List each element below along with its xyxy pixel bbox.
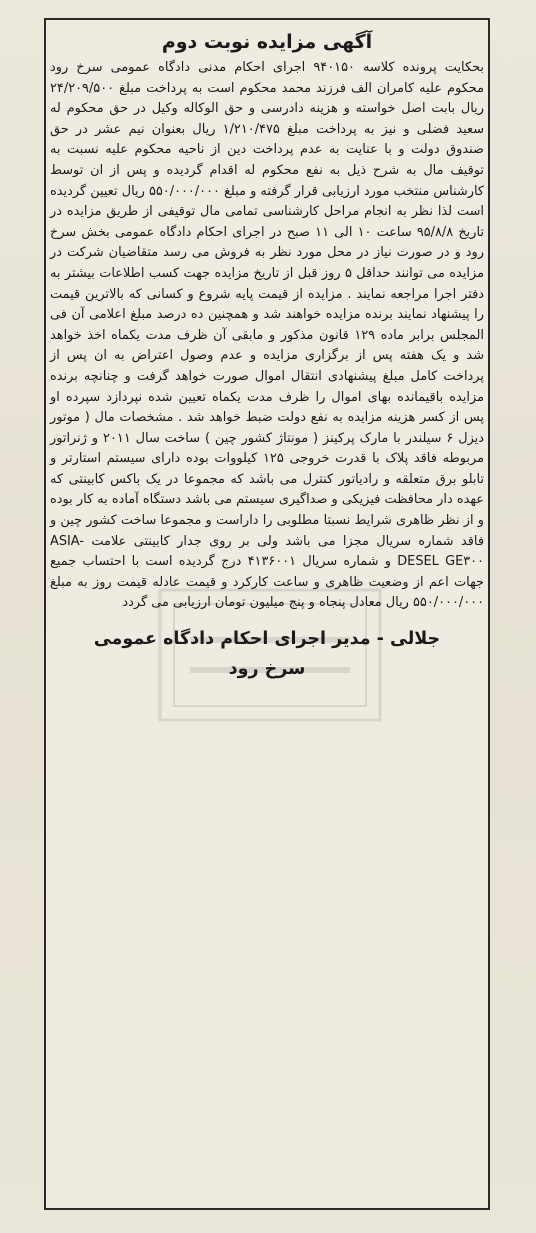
notice-body: بحکایت پرونده کلاسه ۹۴۰۱۵۰ اجرای احکام مدنی دادگاه عمومی سرخ رود محکوم علیه کامران الف فرزند محمد محکوم است به پرداخت مبلغ ۲۴/۲۰۹/۵۰۰ ریال بابت اصل خواسته و هزینه دادرسی و حق الوکاله وکیل در حق محکوم له سعید فضلی و نیز به پرداخت مبلغ ۱/۲۱۰/۴۷۵ ریال بعنوان نیم عشر در حق صندوق دولت و با عنایت به عدم پرداخت دین از ناحیه محکوم علیه نسبت به توقیف مال به شرح ذیل به نفع محکوم له اقدام گردیده و پس از ان توسط کارشناس منتخب مورد ارزیابی قرار گرفته و مبلغ ۵۵۰/۰۰۰/۰۰۰ ریال تعیین گردیده است لذا نظر به انجام مراحل کارشناسی تمامی مال توقیفی از طریق مزایده در تاریخ ۹۵/۸/۸ ساعت ۱۰ الی ۱۱ صبح در اجرای احکام دادگاه عمومی بخش سرخ رود و در صورت نیاز در محل مورد نظر به فروش می رسد متقاضیان شرکت در مزایده می توانند حداقل ۵ روز قبل از تاریخ مزایده جهت کسب اطلاعات بیشتر به دفتر اجرا مراجعه نمایند . مزایده از قیمت پایه شروع و کسانی که بالاترین قیمت را پیشنهاد نمایند برنده مزایده خواهند شد و همچنین ده درصد مبلغ اعلامی آن فی المجلس برابر ماده ۱۲۹ قانون مذکور و مابقی آن ظرف مدت یکماه اخذ خواهد شد و یک هفته پس از برگزاری مزایده و عدم وصول اعتراض به ان پس از پرداخت کامل مبلغ پیشنهادی انتقال اموال صورت خواهد گرفت و چنانچه برنده مزایده باقیمانده بهای اموال را ظرف مدت یکماه تعیین شده نپردازد سپرده او پس از کسر هزینه مزایده به نفع دولت ضبط خواهد شد . مشخصات مال ( موتور دیزل ۶ سیلندر با مارک پرکینز ( مونتاژ کشور چین ) ساخت سال ۲۰۱۱ و ژنراتور مربوطه فاقد پلاک با قدرت خروجی ۱۲۵ کیلووات بوده دارای سیستم استارتر و تابلو برق متعلقه و رادیاتور کنترل می باشد که مجموعا در یک باکس کابینتی که عهده دار محافظت فیزیکی و صداگیری سیستم می باشد دستگاه آماده به کار بوده و از نظر ظاهری شرایط نسبتا مطلوبی را داراست و مجموعا ساخت کشور چین و فاقد شماره سریال مجزا می باشد ولی بر روی جدار کابینتی علامت ASIA-DESEL GE۳۰۰ و شماره سریال ۴۱۳۶۰۰۱ درج گردیده است با احتساب جمیع جهات اعم از وضعیت ظاهری و ساعت کارکرد و قیمت عادله قیمت روز به مبلغ ۵۵۰/۰۰۰/۰۰۰ ریال معادل پنجاه و پنج میلیون تومان ارزیابی می گردد	[50, 60, 485, 611]
signature-line-2: سرخ رود	[228, 659, 306, 680]
notice-title: آگهی مزایده نوبت دوم	[161, 31, 373, 53]
signature-block	[50, 624, 484, 684]
auction-notice	[50, 28, 484, 684]
signature-line-1: جلالی - مدیر اجرای احکام دادگاه عمومی	[93, 629, 441, 650]
